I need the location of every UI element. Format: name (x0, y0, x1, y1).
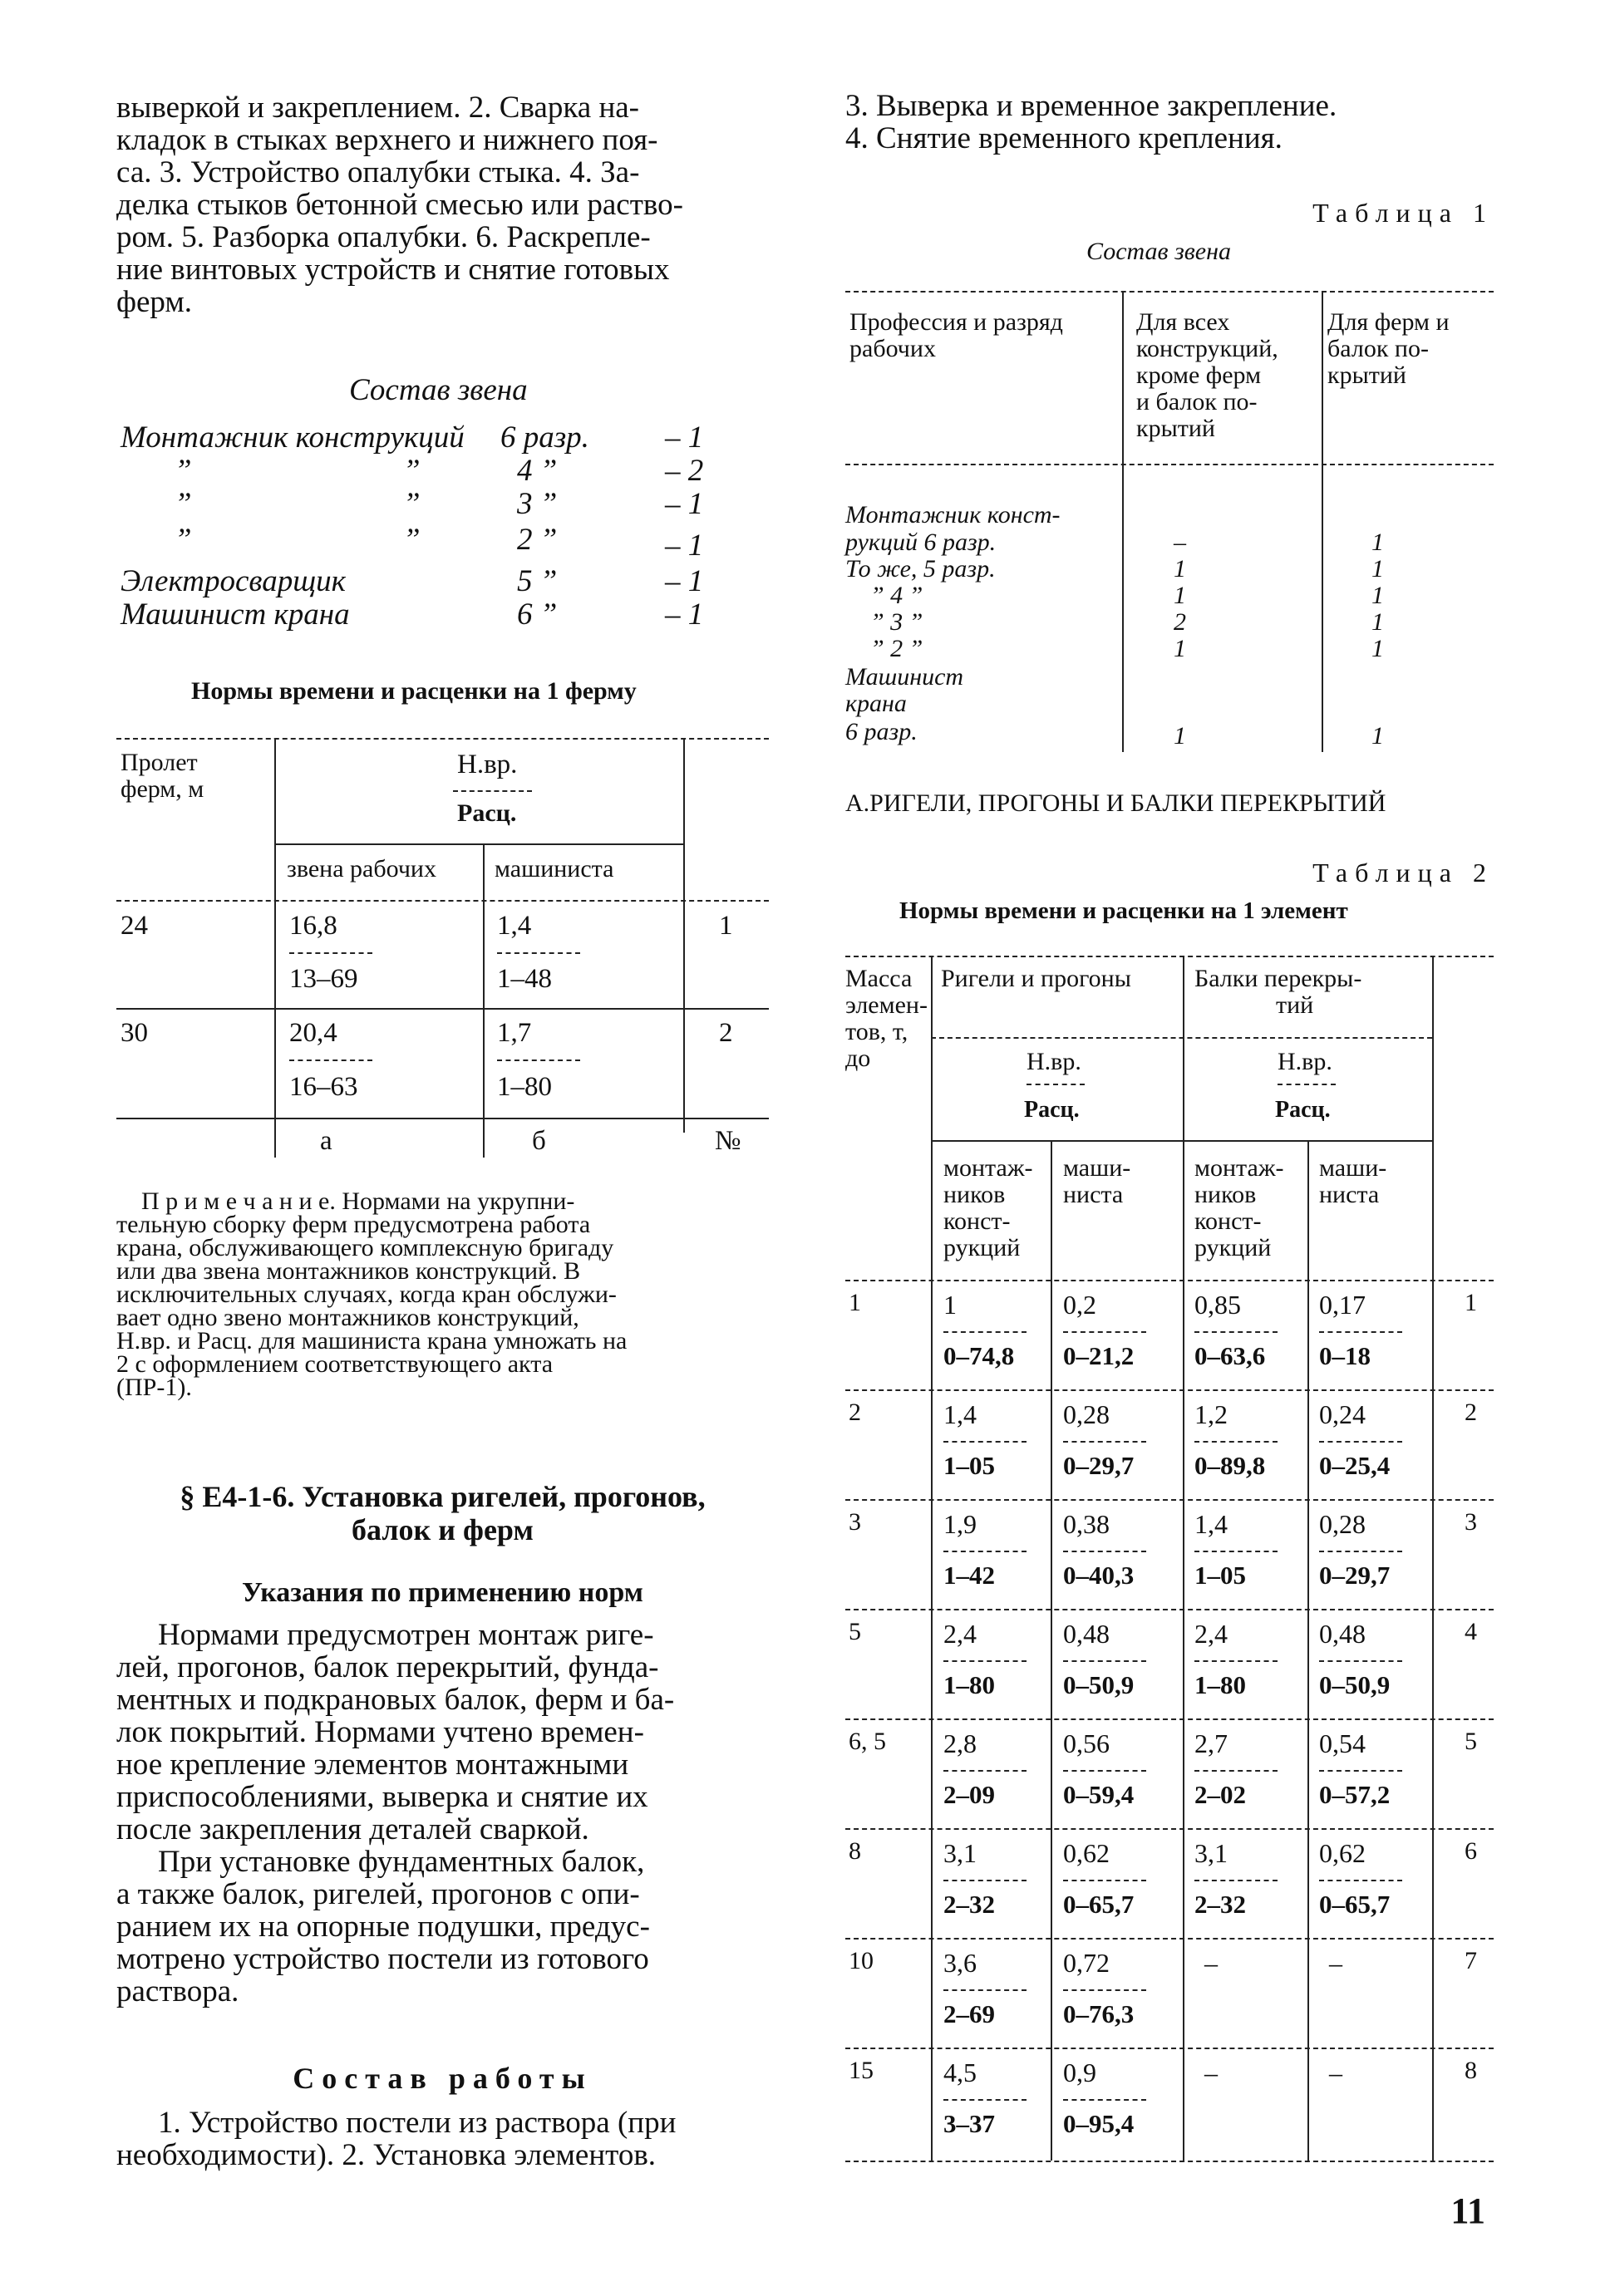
mach-subheader: маши- (1063, 1154, 1131, 1182)
rasc-value: 0–65,7 (1063, 1890, 1135, 1919)
crew-count: – 1 (665, 564, 704, 598)
crew-count: – 1 (665, 529, 704, 563)
mass-value: 1 (849, 1289, 861, 1316)
rasc-value: 1–05 (1194, 1561, 1246, 1590)
fraction-bar (943, 1441, 1027, 1443)
crew-grade: 6 разр. (500, 420, 589, 455)
profession-header: Профессия и разряд (849, 308, 1063, 336)
nvr-value: 3,6 (943, 1948, 977, 1978)
rasc-value: 0–95,4 (1063, 2109, 1135, 2138)
row-number: 4 (1465, 1618, 1477, 1645)
rasc-value: 3–37 (943, 2109, 995, 2138)
fraction-bar (289, 1060, 372, 1061)
mass-value: 10 (849, 1947, 874, 1974)
text-line: лей, прогонов, балок перекрытий, фунда- (116, 1650, 659, 1684)
nvr-value: – (1204, 2058, 1218, 2087)
ditto-mark: ” (175, 454, 192, 488)
rasc-value: 0–29,7 (1319, 1561, 1391, 1590)
trusses-header: балок по- (1327, 335, 1429, 362)
all-count: 1 (1174, 635, 1186, 662)
mass-value: 6, 5 (849, 1728, 886, 1755)
note-line: крана, обслуживающего комплексную бригаду (116, 1234, 614, 1261)
guidance-heading: Указания по применению норм (242, 1577, 643, 1608)
table-rule (116, 738, 769, 740)
text-line: необходимости). 2. Установка элементов. (116, 2138, 657, 2172)
fraction-bar (1194, 1441, 1278, 1443)
table-rule (1051, 1140, 1052, 2161)
guidance-paragraph (116, 1619, 769, 2008)
crew-grade: 3 ” (517, 487, 558, 521)
fraction-bar (1319, 1441, 1402, 1443)
nvr-value: 2,4 (1194, 1619, 1228, 1649)
nvr-value: 0,48 (1063, 1619, 1110, 1649)
nvr-value: 1,4 (943, 1399, 977, 1429)
nvr-value: 1,4 (1194, 1509, 1228, 1539)
number-sign: № (715, 1126, 741, 1156)
all-count: 2 (1174, 608, 1186, 636)
note-line: вает одно звено монтажников конструкций, (116, 1304, 579, 1331)
mass-header: Масса (845, 965, 913, 992)
rasc-value: 0–29,7 (1063, 1451, 1135, 1480)
intro-line: ром. 5. Разборка опалубки. 6. Раскрепле- (116, 220, 651, 254)
span-value: 24 (121, 911, 148, 941)
intro-paragraph (116, 91, 769, 318)
profession-label: 6 разр. (845, 718, 918, 745)
mont-subheader: рукций (1194, 1234, 1272, 1261)
mach-subheader: ниста (1063, 1181, 1124, 1208)
fraction-bar (1278, 1084, 1336, 1085)
intro-line: выверкой и закреплением. 2. Сварка на- (116, 91, 639, 125)
fraction-bar (943, 1770, 1027, 1772)
rasc-value: 2–32 (943, 1890, 995, 1919)
profession-label: Машинист (845, 663, 964, 691)
rasc-value: 1–42 (943, 1561, 995, 1590)
table2-label: Таблица 2 (1312, 858, 1494, 887)
work-paragraph (116, 2107, 769, 2171)
section-title-cont: балок и ферм (352, 1513, 534, 1546)
rasc-value: 0–63,6 (1194, 1341, 1266, 1370)
nvr-value: 0,28 (1319, 1509, 1366, 1539)
rasc-value: 0–50,9 (1319, 1670, 1391, 1699)
machinist-nvr: 1,4 (497, 911, 532, 941)
note-line: или два звена монтажников конструкций. В (116, 1257, 581, 1285)
fraction-bar (453, 790, 532, 792)
trusses-count: 1 (1371, 635, 1384, 662)
crew-grade: 5 ” (517, 564, 558, 598)
row-number: 6 (1465, 1837, 1477, 1865)
intro-line: кладок в стыках верхнего и нижнего поя- (116, 123, 658, 157)
nvr-value: 0,24 (1319, 1399, 1366, 1429)
section-title: § Е4-1-6. Установка ригелей, прогонов, (180, 1480, 706, 1513)
crew-count: – 1 (665, 487, 704, 521)
text-line: При установке фундаментных балок, (158, 1845, 645, 1879)
fraction-bar (497, 1060, 580, 1061)
crew-nvr: 16,8 (289, 911, 337, 941)
row-number: 3 (1465, 1508, 1477, 1536)
nvr-value: 0,38 (1063, 1509, 1110, 1539)
fraction-bar (1319, 1660, 1402, 1662)
ditto-mark: ” (403, 487, 421, 521)
table-rule (845, 1938, 1494, 1940)
rasc-value: 0–59,4 (1063, 1780, 1135, 1809)
nvr-value: 0,54 (1319, 1728, 1366, 1758)
ditto-mark: ” (403, 454, 421, 488)
table-rule (845, 1828, 1494, 1830)
trusses-count: 1 (1371, 555, 1384, 583)
note-line: тельную сборку ферм предусмотрена работа (116, 1211, 591, 1238)
table-rule (683, 738, 685, 1133)
span-value: 30 (121, 1018, 148, 1048)
table-rule (845, 956, 1494, 957)
table1-label: Таблица 1 (1312, 198, 1494, 228)
all-count: – (1174, 529, 1186, 556)
text-line: раствора. (116, 1974, 239, 2008)
nvr-value: 0,62 (1319, 1838, 1366, 1868)
text-line: ранием их на опорные подушки, предус- (116, 1910, 650, 1944)
crew-name: Монтажник конструкций (121, 420, 465, 455)
nvr-value: 2,8 (943, 1728, 977, 1758)
text-line: мотрено устройство постели из готового (116, 1942, 649, 1976)
text-line: Нормами предусмотрен монтаж риге- (158, 1618, 654, 1652)
crew-grade: 2 ” (517, 523, 558, 557)
rasc-header: Расц. (1275, 1097, 1331, 1123)
rasc-header: Расц. (1024, 1097, 1080, 1123)
fraction-bar (943, 1331, 1027, 1333)
table-rule (845, 1389, 1494, 1391)
mass-value: 2 (849, 1399, 861, 1426)
span-header: Пролет ферм, м (121, 749, 204, 803)
fraction-bar (1194, 1770, 1278, 1772)
table-rule (274, 738, 276, 1158)
fraction-bar (943, 1989, 1027, 1991)
mach-subheader: маши- (1319, 1154, 1387, 1182)
trusses-count: 1 (1371, 582, 1384, 609)
section-a-title: А.РИГЕЛИ, ПРОГОНЫ И БАЛКИ ПЕРЕКРЫТИЙ (845, 789, 1386, 817)
crew-rasc: 13–69 (289, 964, 358, 994)
note-line: (ПР-1). (116, 1374, 192, 1401)
nvr-value: 0,62 (1063, 1838, 1110, 1868)
mach-subheader: ниста (1319, 1181, 1380, 1208)
mont-subheader: рукций (943, 1234, 1021, 1261)
text-line: приспособлениями, выверка и снятие их (116, 1780, 648, 1814)
mont-subheader: конст- (943, 1207, 1011, 1235)
crew-grade: 6 ” (517, 597, 558, 632)
fraction-bar (1319, 1551, 1402, 1552)
ditto-mark: ” (403, 523, 421, 557)
rasc-value: 2–69 (943, 1999, 995, 2028)
fraction-bar (1194, 1660, 1278, 1662)
table-rule (845, 1609, 1494, 1610)
nvr-value: – (1329, 2058, 1342, 2087)
table-rule (116, 1118, 769, 1119)
note-line: исключительных случаях, когда кран обслужи- (116, 1281, 617, 1308)
nvr-value: 4,5 (943, 2058, 977, 2087)
fraction-bar (1063, 1551, 1146, 1552)
all-count: 1 (1174, 722, 1186, 750)
nvr-value: 0,17 (1319, 1290, 1366, 1320)
intro-line: делка стыков бетонной смесью или раство- (116, 188, 683, 222)
text-line: а также балок, ригелей, прогонов с опи- (116, 1877, 640, 1911)
fraction-bar (943, 2099, 1027, 2101)
profession-label: ” 4 ” (870, 582, 923, 609)
table-rule (845, 2048, 1494, 2049)
fraction-bar (1063, 1441, 1146, 1443)
fraction-bar (943, 1660, 1027, 1662)
table-rule (1432, 956, 1434, 2161)
fraction-bar (1319, 1880, 1402, 1881)
table-rule (845, 1499, 1494, 1501)
table-rule (845, 1280, 1494, 1281)
trusses-count: 1 (1371, 722, 1384, 750)
trusses-count: 1 (1371, 608, 1384, 636)
fraction-bar (943, 1551, 1027, 1552)
machinist-nvr: 1,7 (497, 1018, 532, 1048)
table-rule (845, 291, 1494, 293)
rasc-value: 0–57,2 (1319, 1780, 1391, 1809)
column-letter: б (532, 1126, 546, 1156)
note-block (116, 1187, 769, 1401)
crew-grade: 4 ” (517, 454, 558, 488)
table-rule (931, 956, 933, 2161)
nvr-header: Н.вр. (457, 750, 518, 779)
nvr-value: 1,2 (1194, 1399, 1228, 1429)
page-number: 11 (1450, 2190, 1485, 2231)
row-number: 1 (1465, 1289, 1477, 1316)
rasc-value: 2–32 (1194, 1890, 1246, 1919)
rasc-value: 2–02 (1194, 1780, 1246, 1809)
text-line: ное крепление элементов монтажными (116, 1748, 629, 1782)
intro-paragraph (845, 90, 1494, 155)
nvr-value: 0,56 (1063, 1728, 1110, 1758)
profession-label: рукций 6 разр. (845, 529, 997, 556)
nvr-value: 0,2 (1063, 1290, 1096, 1320)
table-rule (1122, 291, 1124, 752)
table-rule (1183, 956, 1184, 2161)
fraction-bar (289, 952, 372, 954)
fraction-bar (943, 1880, 1027, 1881)
mass-header: элемен- (845, 991, 928, 1019)
rasc-value: 0–89,8 (1194, 1451, 1266, 1480)
trusses-header: Для ферм и (1327, 308, 1450, 336)
row-number: 1 (719, 911, 733, 941)
rasc-value: 0–65,7 (1319, 1890, 1391, 1919)
fraction-bar (1063, 1331, 1146, 1333)
row-number: 5 (1465, 1728, 1477, 1755)
rasc-value: 0–18 (1319, 1341, 1371, 1370)
mass-header: тов, т, (845, 1018, 908, 1045)
profession-label: ” 3 ” (870, 608, 923, 636)
note-line: П р и м е ч а н и е. Нормами на укрупни- (141, 1187, 575, 1215)
nvr-value: 0,85 (1194, 1290, 1241, 1320)
row-number: 2 (719, 1018, 733, 1048)
nvr-value: 2,4 (943, 1619, 977, 1649)
machinist-subheader: машиниста (495, 855, 614, 883)
profession-header: рабочих (849, 335, 936, 362)
machinist-rasc: 1–80 (497, 1072, 552, 1102)
table-rule (931, 1140, 1432, 1142)
nvr-value: – (1329, 1948, 1342, 1978)
row-number: 7 (1465, 1947, 1477, 1974)
ditto-mark: ” (175, 487, 192, 521)
text-line: 1. Устройство постели из раствора (при (158, 2106, 677, 2140)
mass-header: до (845, 1045, 871, 1072)
mont-subheader: монтаж- (1194, 1154, 1284, 1182)
crew-count: – 2 (665, 454, 704, 488)
intro-line: 4. Снятие временного крепления. (845, 121, 1283, 155)
text-line: после закрепления деталей сваркой. (116, 1812, 589, 1846)
note-line: 2 с оформлением соответствующего акта (116, 1350, 554, 1378)
crew-name: Электросварщик (121, 564, 346, 598)
mass-value: 15 (849, 2057, 874, 2084)
nvr-value: 3,1 (943, 1838, 977, 1868)
all-structures-header: Для всех (1136, 308, 1230, 336)
nvr-value: 0,9 (1063, 2058, 1096, 2087)
fraction-bar (1319, 1331, 1402, 1333)
all-count: 1 (1174, 555, 1186, 583)
crew-nvr: 20,4 (289, 1018, 337, 1048)
nvr-header: Н.вр. (1278, 1048, 1332, 1075)
crew-heading: Состав звена (349, 373, 528, 407)
table-rule (116, 900, 769, 902)
crew-rasc: 16–63 (289, 1072, 358, 1102)
crew-count: – 1 (665, 420, 704, 455)
table-rule (1307, 1140, 1309, 2161)
note-line: Н.вр. и Расц. для машиниста крана умножать на (116, 1327, 628, 1354)
ditto-mark: ” (175, 523, 192, 557)
fraction-bar (1063, 2099, 1146, 2101)
intro-line: ние винтовых устройств и снятие готовых (116, 253, 670, 287)
table2-heading: Нормы времени и расценки на 1 элемент (899, 897, 1348, 924)
mont-subheader: монтаж- (943, 1154, 1033, 1182)
intro-line: ферм. (116, 285, 193, 319)
beams-header: тий (1276, 991, 1314, 1019)
table1-heading: Состав звена (1086, 238, 1232, 265)
table-rule (845, 464, 1494, 465)
table-rule (116, 1008, 769, 1010)
table-rule (845, 2161, 1494, 2162)
all-structures-header: кроме ферм (1136, 361, 1262, 389)
all-structures-header: конструкций, (1136, 335, 1278, 362)
intro-line: са. 3. Устройство опалубки стыка. 4. За- (116, 155, 640, 189)
fraction-bar (1063, 1660, 1146, 1662)
profession-label: крана (845, 690, 907, 717)
row-number: 2 (1465, 1399, 1477, 1426)
text-line: лок покрытий. Нормами учтено времен- (116, 1715, 644, 1749)
profession-label: Монтажник конст- (845, 501, 1061, 529)
trusses-count: 1 (1371, 529, 1384, 556)
all-structures-header: и балок по- (1136, 388, 1258, 415)
nvr-value: 0,72 (1063, 1948, 1110, 1978)
rasc-value: 0–74,8 (943, 1341, 1015, 1370)
rasc-value: 0–40,3 (1063, 1561, 1135, 1590)
fraction-bar (1194, 1551, 1278, 1552)
table-rule (1322, 291, 1323, 752)
table-rule (845, 1718, 1494, 1720)
crew-subheader: звена рабочих (287, 855, 436, 883)
work-heading: Состав работы (293, 2062, 593, 2095)
rasc-value: 0–76,3 (1063, 1999, 1135, 2028)
all-structures-header: крытий (1136, 415, 1215, 442)
fraction-bar (1063, 1989, 1146, 1991)
rasc-value: 0–25,4 (1319, 1451, 1391, 1480)
fraction-bar (1027, 1084, 1085, 1085)
mass-value: 3 (849, 1508, 861, 1536)
nvr-value: 0,48 (1319, 1619, 1366, 1649)
beams-header: Балки перекры- (1194, 965, 1362, 992)
all-count: 1 (1174, 582, 1186, 609)
nvr-value: 2,7 (1194, 1728, 1228, 1758)
table-rule (274, 843, 683, 845)
crew-name: Машинист крана (121, 597, 350, 632)
rasc-value: 1–80 (1194, 1670, 1246, 1699)
mass-value: 5 (849, 1618, 861, 1645)
row-number: 8 (1465, 2057, 1477, 2084)
nvr-value: – (1204, 1948, 1218, 1978)
fraction-bar (1194, 1880, 1278, 1881)
mass-value: 8 (849, 1837, 861, 1865)
fraction-bar (1063, 1770, 1146, 1772)
nvr-value: 1,9 (943, 1509, 977, 1539)
trusses-header: крытий (1327, 361, 1406, 389)
table-rule (931, 1037, 1432, 1039)
machinist-rasc: 1–48 (497, 964, 552, 994)
rasc-value: 0–21,2 (1063, 1341, 1135, 1370)
fraction-bar (1319, 1770, 1402, 1772)
intro-line: 3. Выверка и временное закрепление. (845, 89, 1337, 123)
fraction-bar (1194, 1331, 1278, 1333)
rasc-value: 1–05 (943, 1451, 995, 1480)
nvr-value: 3,1 (1194, 1838, 1228, 1868)
norms-heading: Нормы времени и расценки на 1 ферму (191, 677, 637, 705)
rasc-header: Расц. (457, 799, 517, 827)
nvr-header: Н.вр. (1027, 1048, 1081, 1075)
nvr-value: 1 (943, 1290, 957, 1320)
rasc-value: 0–50,9 (1063, 1670, 1135, 1699)
girders-header: Ригели и прогоны (941, 965, 1131, 992)
crew-count: – 1 (665, 597, 704, 632)
rasc-value: 2–09 (943, 1780, 995, 1809)
table-rule (483, 845, 485, 1158)
mont-subheader: ников (1194, 1181, 1257, 1208)
mont-subheader: конст- (1194, 1207, 1262, 1235)
nvr-value: 0,28 (1063, 1399, 1110, 1429)
column-letter: а (320, 1126, 332, 1156)
mont-subheader: ников (943, 1181, 1006, 1208)
profession-label: ” 2 ” (870, 635, 923, 662)
fraction-bar (1063, 1880, 1146, 1881)
text-line: ментных и подкрановых балок, ферм и ба- (116, 1683, 675, 1717)
profession-label: То же, 5 разр. (845, 555, 996, 583)
fraction-bar (497, 952, 580, 954)
rasc-value: 1–80 (943, 1670, 995, 1699)
